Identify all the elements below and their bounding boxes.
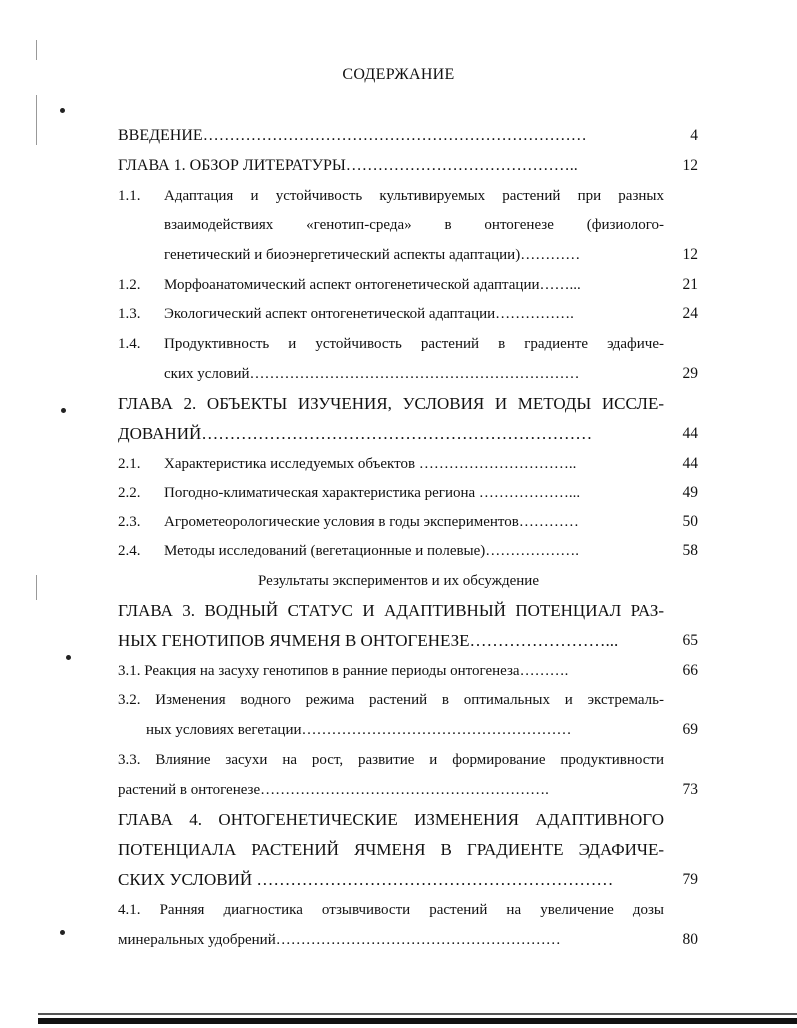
- toc-entry-text: Агрометеорологические условия в годы экспериментов…………: [164, 514, 579, 530]
- toc-entry-number: 2.3.: [118, 514, 141, 530]
- toc-entry-number: 1.3.: [118, 306, 141, 322]
- punch-mark: [60, 930, 65, 935]
- punch-mark: [61, 408, 66, 413]
- toc-entry-page: 44: [682, 455, 698, 472]
- toc-entry-page: 21: [682, 276, 698, 293]
- toc-entry-number: 2.2.: [118, 485, 141, 501]
- toc-entry-text: ГЛАВА 1. ОБЗОР ЛИТЕРАТУРЫ……………………………………..: [118, 157, 578, 174]
- toc-entry-text: СКИХ УСЛОВИЙ ………………………………………………………: [118, 870, 614, 889]
- toc-entry-text: Продуктивность и устойчивость растений в градиенте эдафиче-: [164, 336, 664, 352]
- toc-entry-text: растений в онтогенезе………………………………………………….: [118, 782, 549, 798]
- toc-entry-text: ных условиях вегетации………………………………………………: [146, 722, 572, 738]
- toc-entry-text: НЫХ ГЕНОТИПОВ ЯЧМЕНЯ В ОНТОГЕНЕЗЕ……………………...: [118, 631, 619, 650]
- toc-entry-page: 12: [682, 246, 698, 263]
- toc-entry-page: 4: [690, 127, 698, 144]
- toc-entry-text: минеральных удобрений…………………………………………………: [118, 932, 561, 948]
- toc-entry-page: 12: [682, 157, 698, 174]
- punch-mark: [66, 655, 71, 660]
- toc-entry-text: взаимодействиях «генотип-среда» в онтогенезе (физиолого-: [164, 217, 664, 233]
- scan-edge-line: [36, 40, 37, 60]
- toc-entry-text: Адаптация и устойчивость культивируемых растений при разных: [164, 188, 664, 204]
- page-title: СОДЕРЖАНИЕ: [342, 66, 455, 83]
- toc-entry-text: 3.3. Влияние засухи на рост, развитие и формирование продуктивности: [118, 752, 664, 768]
- toc-entry-text: Экологический аспект онтогенетической адаптации…………….: [164, 306, 574, 322]
- toc-entry-text: ДОВАНИЙ……………………………………………………………: [118, 424, 593, 443]
- punch-mark: [60, 108, 65, 113]
- scan-edge-line: [36, 95, 37, 145]
- toc-entry-text: 3.1. Реакция на засуху генотипов в ранние периоды онтогенеза……….: [118, 663, 569, 679]
- toc-entry-number: 1.4.: [118, 336, 141, 352]
- toc-entry-text: 3.2. Изменения водного режима растений в оптимальных и экстремаль-: [118, 692, 664, 708]
- section-header: Результаты экспериментов и их обсуждение: [258, 573, 539, 589]
- toc-entry-page: 66: [682, 662, 698, 679]
- toc-entry-page: 58: [682, 542, 698, 559]
- toc-entry-text: ПОТЕНЦИАЛА РАСТЕНИЙ ЯЧМЕНЯ В ГРАДИЕНТЕ ЭДАФИЧЕ-: [118, 840, 664, 859]
- toc-entry-text: генетический и биоэнергетический аспекты адаптации)…………: [164, 247, 581, 263]
- toc-entry-page: 73: [682, 781, 698, 798]
- toc-entry-text: ГЛАВА 4. ОНТОГЕНЕТИЧЕСКИЕ ИЗМЕНЕНИЯ АДАПТИВНОГО: [118, 810, 664, 829]
- scan-bottom-edge: [38, 1018, 797, 1024]
- toc-entry-page: 24: [682, 305, 698, 322]
- toc-entry-page: 69: [682, 721, 698, 738]
- toc-entry-text: 4.1. Ранняя диагностика отзывчивости растений на увеличение дозы: [118, 902, 664, 918]
- toc-entry-text: ских условий…………………………………………………………: [164, 366, 580, 382]
- toc-entry-page: 50: [682, 513, 698, 530]
- toc-entry-text: Характеристика исследуемых объектов …………………………..: [164, 456, 577, 472]
- toc-entry-page: 80: [682, 931, 698, 948]
- toc-entry-text: ГЛАВА 2. ОБЪЕКТЫ ИЗУЧЕНИЯ, УСЛОВИЯ И МЕТОДЫ ИССЛЕ-: [118, 394, 664, 413]
- toc-entry-number: 2.1.: [118, 456, 141, 472]
- toc-entry-text: Методы исследований (вегетационные и полевые)……………….: [164, 543, 580, 559]
- scan-bottom-edge: [38, 1013, 797, 1015]
- toc-entry-page: 29: [682, 365, 698, 382]
- toc-entry-text: Морфоанатомический аспект онтогенетической адаптации……...: [164, 277, 581, 293]
- toc-entry-page: 44: [682, 425, 698, 442]
- toc-entry-page: 65: [682, 632, 698, 649]
- toc-entry-page: 79: [682, 871, 698, 888]
- toc-entry-text: Погодно-климатическая характеристика региона ………………...: [164, 485, 581, 501]
- toc-entry-text: ВВЕДЕНИЕ………………………………………………………………: [118, 127, 587, 144]
- toc-entry-text: ГЛАВА 3. ВОДНЫЙ СТАТУС И АДАПТИВНЫЙ ПОТЕНЦИАЛ РАЗ-: [118, 601, 664, 620]
- toc-entry-number: 1.2.: [118, 277, 141, 293]
- toc-entry-number: 1.1.: [118, 188, 141, 204]
- toc-entry-number: 2.4.: [118, 543, 141, 559]
- toc-entry-page: 49: [682, 484, 698, 501]
